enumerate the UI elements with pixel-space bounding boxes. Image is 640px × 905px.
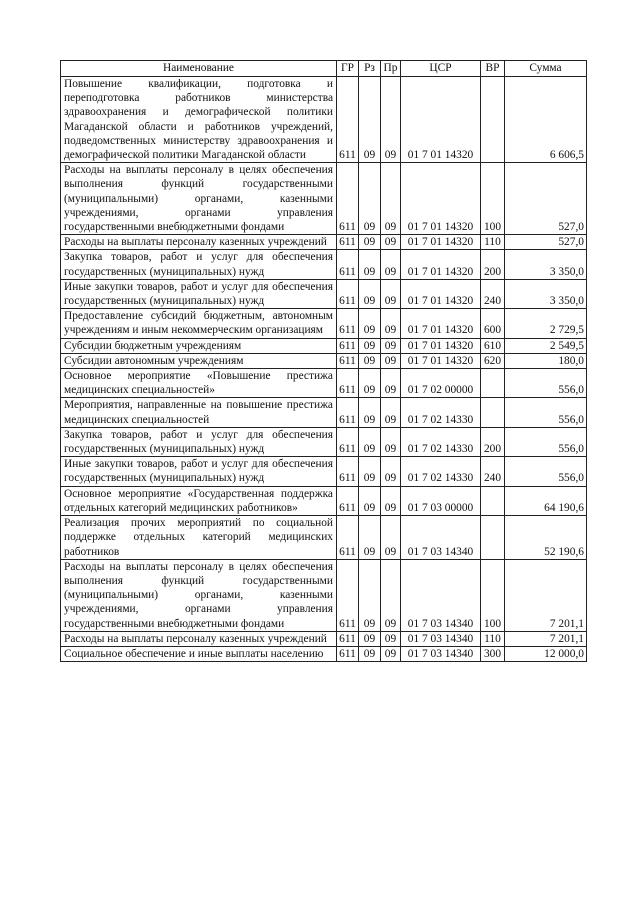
row-vr-cell: 100 [481,163,505,235]
row-csr-cell: 01 7 01 14320 [401,338,481,353]
row-rz-cell: 09 [359,353,381,368]
row-name-cell: Расходы на выплаты персоналу в целях обеспечения выполнения функций государственными (муниципальными) органами, казенными учреждениями, органами управления государственными внебюджетными фондами [61,163,337,235]
row-gr-cell: 611 [337,559,359,631]
row-gr-cell: 611 [337,369,359,398]
row-sum-cell: 64 190,6 [505,486,587,515]
table-row [61,250,587,279]
table-row [61,77,587,163]
row-name-cell: Субсидии автономным учреждениям [61,353,337,368]
row-vr-cell: 240 [481,457,505,486]
table-row [61,427,587,456]
row-sum-cell: 52 190,6 [505,516,587,560]
row-vr-cell: 300 [481,646,505,661]
row-gr-cell: 611 [337,516,359,560]
row-csr-cell: 01 7 02 00000 [401,369,481,398]
row-csr-cell: 01 7 01 14320 [401,279,481,308]
row-vr-cell: 610 [481,338,505,353]
table-row [61,516,587,560]
header-vr: ВР [481,61,505,77]
row-name-cell: Социальное обеспечение и иные выплаты населению [61,646,337,661]
budget-table [60,60,587,662]
row-rz-cell: 09 [359,486,381,515]
row-vr-cell [481,77,505,163]
row-vr-cell: 200 [481,250,505,279]
table-header-row [61,61,587,77]
row-name-cell: Расходы на выплаты персоналу в целях обеспечения выполнения функций государственными (муниципальными) органами, казенными учреждениями, органами управления государственными внебюджетными фондами [61,559,337,631]
row-name-cell: Закупка товаров, работ и услуг для обеспечения государственных (муниципальных) нужд [61,250,337,279]
row-sum-cell: 527,0 [505,235,587,250]
row-name-cell: Закупка товаров, работ и услуг для обеспечения государственных (муниципальных) нужд [61,427,337,456]
row-rz-cell: 09 [359,427,381,456]
header-sum: Сумма [505,61,587,77]
row-sum-cell: 556,0 [505,457,587,486]
row-rz-cell: 09 [359,163,381,235]
row-rz-cell: 09 [359,369,381,398]
row-gr-cell: 611 [337,486,359,515]
row-rz-cell: 09 [359,77,381,163]
row-sum-cell: 2 549,5 [505,338,587,353]
row-rz-cell: 09 [359,309,381,338]
row-csr-cell: 01 7 03 14340 [401,631,481,646]
row-sum-cell: 3 350,0 [505,250,587,279]
row-sum-cell: 556,0 [505,398,587,427]
row-pr-cell: 09 [381,353,401,368]
row-gr-cell: 611 [337,631,359,646]
row-csr-cell: 01 7 03 00000 [401,486,481,515]
row-csr-cell: 01 7 02 14330 [401,457,481,486]
row-csr-cell: 01 7 01 14320 [401,309,481,338]
row-rz-cell: 09 [359,235,381,250]
row-csr-cell: 01 7 01 14320 [401,250,481,279]
table-row [61,631,587,646]
row-gr-cell: 611 [337,77,359,163]
row-sum-cell: 12 000,0 [505,646,587,661]
row-rz-cell: 09 [359,559,381,631]
row-csr-cell: 01 7 03 14340 [401,559,481,631]
row-name-cell: Повышение квалификации, подготовка и переподготовка работников министерства здравоохранения и демографической политики Магаданской области и работников учреждений, подведомственных министерству здравоохранения и демографической политики Магаданской области [61,77,337,163]
row-rz-cell: 09 [359,279,381,308]
table-row [61,398,587,427]
header-name: Наименование [61,61,337,77]
row-pr-cell: 09 [381,77,401,163]
table-body [61,77,587,662]
row-csr-cell: 01 7 02 14330 [401,427,481,456]
row-csr-cell: 01 7 03 14340 [401,646,481,661]
table-row [61,338,587,353]
table-row [61,369,587,398]
table-row [61,457,587,486]
row-name-cell: Субсидии бюджетным учреждениям [61,338,337,353]
row-name-cell: Реализация прочих мероприятий по социальной поддержке отдельных категорий медицинских работников [61,516,337,560]
row-vr-cell: 200 [481,427,505,456]
row-pr-cell: 09 [381,163,401,235]
row-rz-cell: 09 [359,338,381,353]
row-gr-cell: 611 [337,427,359,456]
row-gr-cell: 611 [337,279,359,308]
row-vr-cell [481,398,505,427]
row-name-cell: Расходы на выплаты персоналу казенных учреждений [61,235,337,250]
row-sum-cell: 7 201,1 [505,559,587,631]
row-gr-cell: 611 [337,235,359,250]
row-sum-cell: 556,0 [505,427,587,456]
row-vr-cell: 620 [481,353,505,368]
row-gr-cell: 611 [337,309,359,338]
row-csr-cell: 01 7 01 14320 [401,163,481,235]
row-gr-cell: 611 [337,338,359,353]
budget-table-page [60,60,586,662]
table-row [61,353,587,368]
row-csr-cell: 01 7 01 14320 [401,235,481,250]
table-row [61,559,587,631]
row-sum-cell: 527,0 [505,163,587,235]
row-gr-cell: 611 [337,398,359,427]
row-gr-cell: 611 [337,250,359,279]
row-vr-cell: 240 [481,279,505,308]
row-sum-cell: 180,0 [505,353,587,368]
row-rz-cell: 09 [359,516,381,560]
row-name-cell: Иные закупки товаров, работ и услуг для обеспечения государственных (муниципальных) нужд [61,279,337,308]
row-vr-cell: 100 [481,559,505,631]
row-sum-cell: 6 606,5 [505,77,587,163]
row-rz-cell: 09 [359,631,381,646]
row-pr-cell: 09 [381,486,401,515]
row-pr-cell: 09 [381,309,401,338]
row-sum-cell: 7 201,1 [505,631,587,646]
table-row [61,309,587,338]
table-row [61,486,587,515]
row-pr-cell: 09 [381,427,401,456]
row-name-cell: Расходы на выплаты персоналу казенных учреждений [61,631,337,646]
row-sum-cell: 3 350,0 [505,279,587,308]
table-row [61,279,587,308]
row-pr-cell: 09 [381,235,401,250]
row-vr-cell [481,486,505,515]
row-gr-cell: 611 [337,646,359,661]
row-gr-cell: 611 [337,457,359,486]
row-pr-cell: 09 [381,398,401,427]
row-csr-cell: 01 7 01 14320 [401,77,481,163]
header-gr: ГР [337,61,359,77]
row-rz-cell: 09 [359,646,381,661]
row-rz-cell: 09 [359,250,381,279]
row-rz-cell: 09 [359,457,381,486]
row-csr-cell: 01 7 01 14320 [401,353,481,368]
row-pr-cell: 09 [381,457,401,486]
header-rz: Рз [359,61,381,77]
row-name-cell: Мероприятия, направленные на повышение престижа медицинских специальностей [61,398,337,427]
row-vr-cell: 110 [481,235,505,250]
row-pr-cell: 09 [381,279,401,308]
table-row [61,163,587,235]
row-vr-cell: 600 [481,309,505,338]
row-pr-cell: 09 [381,559,401,631]
row-vr-cell [481,516,505,560]
table-row [61,646,587,661]
row-vr-cell [481,369,505,398]
row-name-cell: Предоставление субсидий бюджетным, автономным учреждениям и иным некоммерческим организациям [61,309,337,338]
table-row [61,235,587,250]
row-csr-cell: 01 7 02 14330 [401,398,481,427]
row-name-cell: Основное мероприятие «Повышение престижа медицинских специальностей» [61,369,337,398]
row-gr-cell: 611 [337,353,359,368]
row-pr-cell: 09 [381,250,401,279]
row-csr-cell: 01 7 03 14340 [401,516,481,560]
row-name-cell: Иные закупки товаров, работ и услуг для обеспечения государственных (муниципальных) нужд [61,457,337,486]
row-pr-cell: 09 [381,369,401,398]
row-rz-cell: 09 [359,398,381,427]
row-pr-cell: 09 [381,646,401,661]
row-sum-cell: 2 729,5 [505,309,587,338]
row-vr-cell: 110 [481,631,505,646]
row-gr-cell: 611 [337,163,359,235]
row-pr-cell: 09 [381,338,401,353]
header-csr: ЦСР [401,61,481,77]
row-name-cell: Основное мероприятие «Государственная поддержка отдельных категорий медицинских работников» [61,486,337,515]
header-pr: Пр [381,61,401,77]
row-pr-cell: 09 [381,516,401,560]
row-sum-cell: 556,0 [505,369,587,398]
row-pr-cell: 09 [381,631,401,646]
